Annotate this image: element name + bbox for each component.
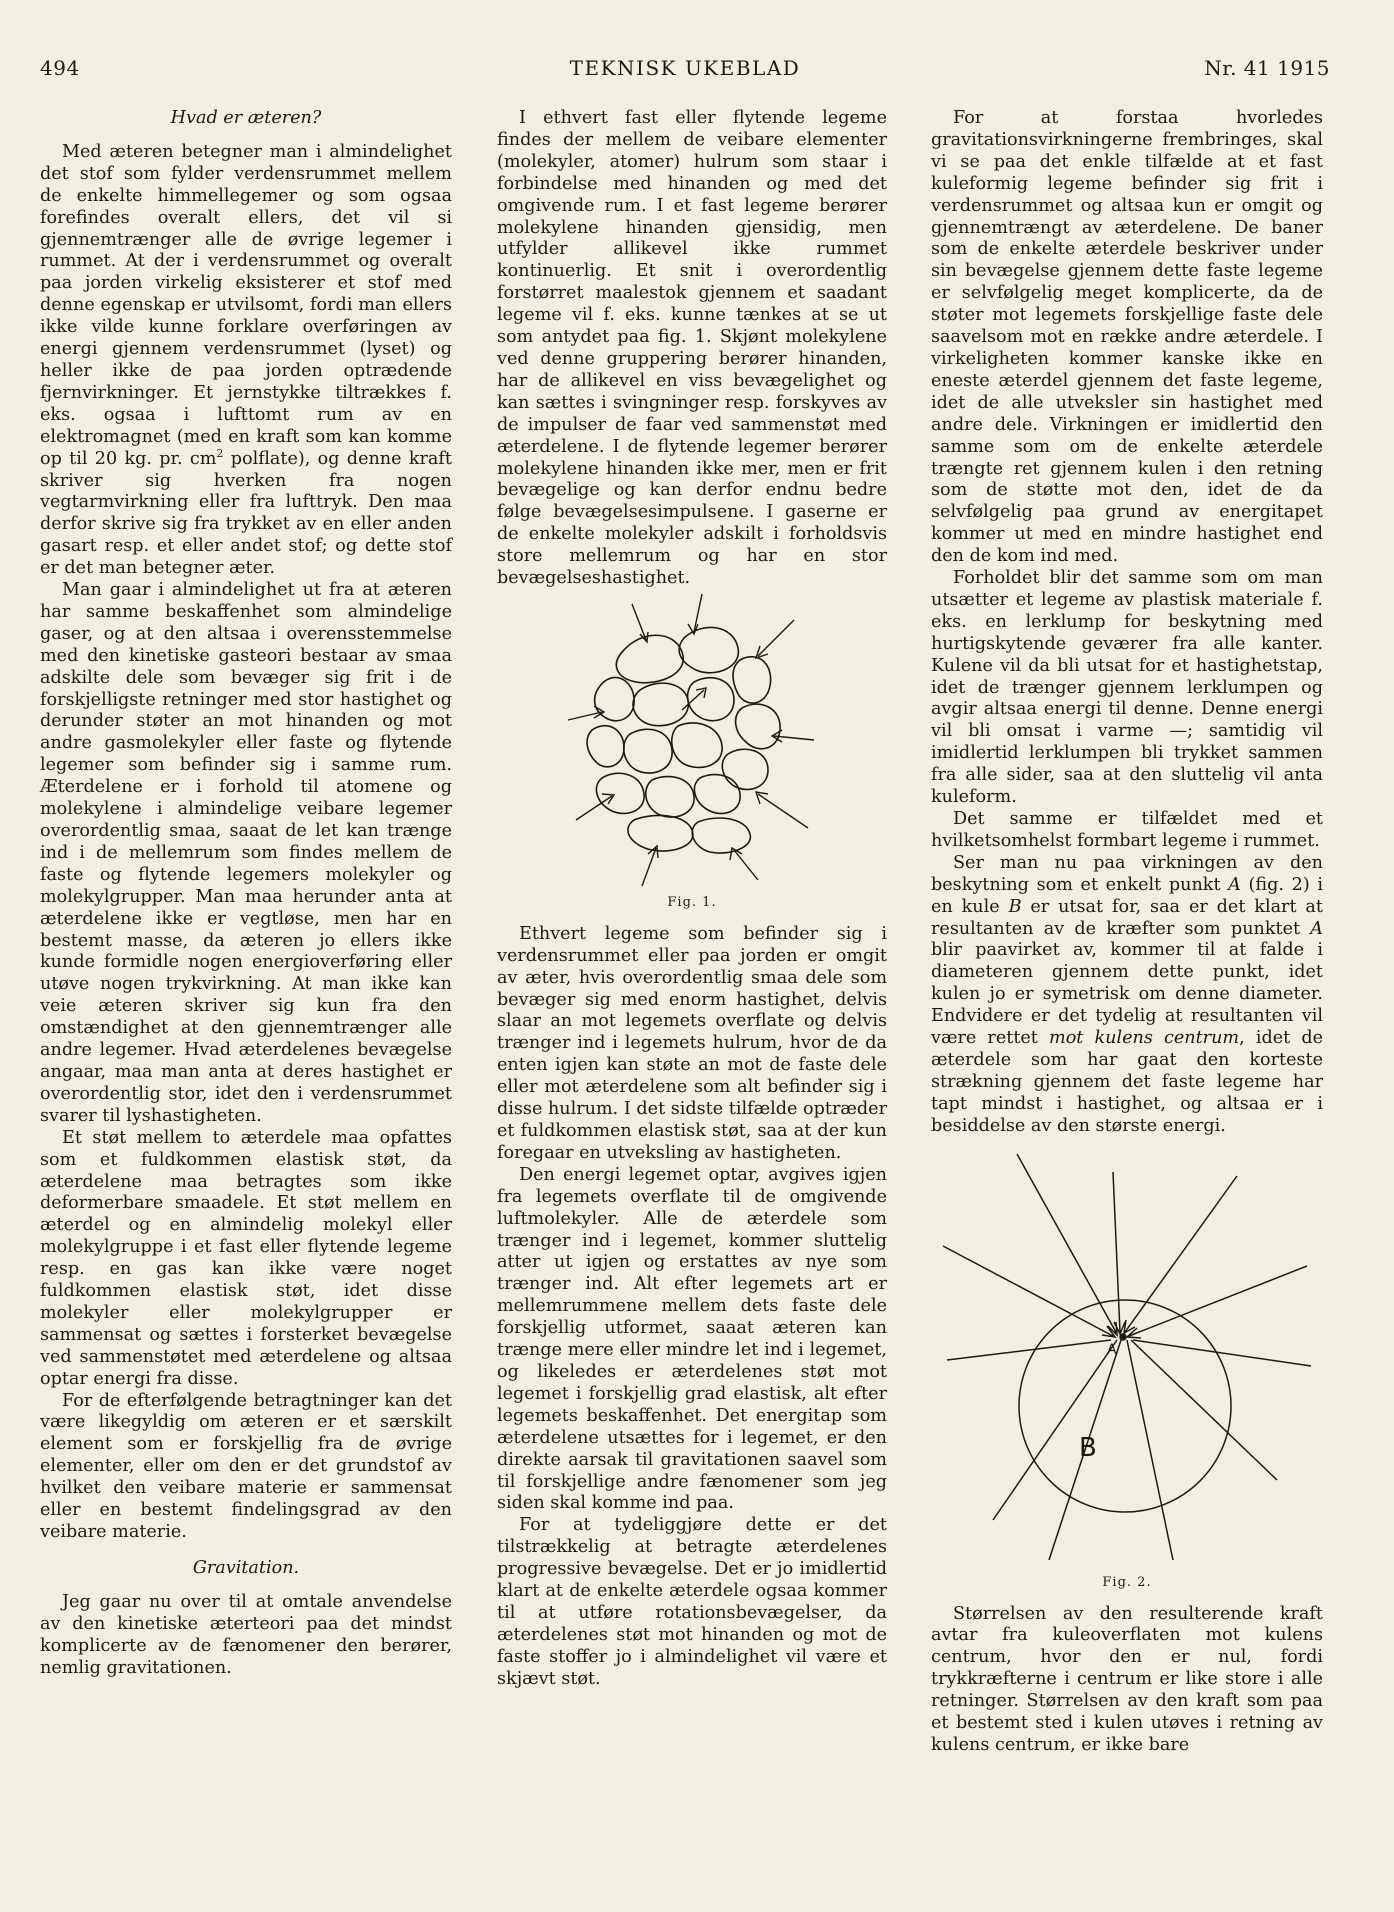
- figure-2-sphere-diagram: [937, 1150, 1317, 1570]
- molecule: [628, 815, 693, 851]
- paragraph: Størrelsen av den resulterende kraft avtar fra kuleoverflaten mot kulens centrum, hvor den er nul, fordi trykkræfterne i centrum er like store i alle retninger. Størrelsen av den kraft som paa et bestemt sted i kulen utøves i retning av kulens centrum, er ikke bare: [931, 1603, 1323, 1755]
- journal-title: TEKNISK UKEBLAD: [569, 56, 801, 80]
- section-heading-aether: Hvad er æteren?: [170, 108, 322, 128]
- molecule: [646, 776, 694, 817]
- column-2: [497, 108, 887, 1691]
- molecule: [692, 818, 750, 853]
- molecule: [722, 749, 768, 789]
- molecule: [679, 627, 738, 672]
- paragraph: Man gaar i almindelighet ut fra at æteren har samme beskaffenhet som almindelige gaser, og at den altsaa i overensstemmelse med den kinetiske gasteori bestaar av smaa adskilte dele som bevæger sig frit i de forskjelligste retninger med stor hastighet og derunder støter an mot hinanden og mot andre gasmolekyler eller faste og flytende legemer som befinder sig i samme rum. Æterdelene er i forhold til atomene og molekylene i almindelige veibare legemer overordentlig smaa, saaat de let kan trænge ind i de mellemrum som findes mellem de faste og flytende legemers molekyler og molekylgrupper. Man maa herunder anta at æterdelene ikke er vegtløse, men har en bestemt masse, da æteren jo ellers ikke kunde formidle nogen energioverføring eller utøve nogen trykvirkning. At man ikke kan veie æteren skriver sig kun fra den omstændighet at den gjennemtrænger alle andre legemer. Hvad æterdelenes bevægelse angaar, maa man anta at deres hastighet er overordentlig stor, idet den i verdensrummet svarer til lyshastigheten.: [40, 580, 452, 1126]
- paragraph: Det samme er tilfældet med et hvilketsomhelst formbart legeme i rummet.: [931, 809, 1323, 851]
- label-A: A: [1107, 1341, 1117, 1358]
- paragraph: Den energi legemet optar, avgives igjen fra legemets overflate til de omgivende luftmolekyler. Alle de æterdele som trænger ind i legemet, kommer sluttelig atter ut igjen og erstattes av nye som trænger ind. Alt efter legemets art er mellemrummene mellem dets faste dele forskjellig utformet, saaat æteren kan trænge mere eller mindre let ind i legemet, og likeledes er æterdelenes støt mot legemet i forskjellig grad elastisk, alt efter legemets beskaffenhet. Det energitap som æterdelene utsættes for i legemet, er den direkte aarsak til gravitationen saavel som til forskjellige andre fænomener som jeg siden skal komme ind paa.: [497, 1164, 887, 1514]
- paragraph: Ethvert legeme som befinder sig i verdensrummet eller paa jorden er omgit av æter, hvis overordentlig smaa dele som bevæger sig med enorm hastighet, delvis slaar an mot legemets overflate og delvis trænger ind i legemets hulrum, hvor de da enten igjen kan støte an mot de faste dele eller mot æterdelene som alt befinder sig i disse hulrum. I det sidste tilfælde optræder et fuldkommen elastisk støt, saa at der kun foregaar en utveksling av hastigheten.: [497, 923, 887, 1163]
- force-rays: [943, 1154, 1311, 1560]
- paragraph: For at forstaa hvorledes gravitationsvirkningerne frembringes, skal vi se paa det enkle tilfælde at et fast kuleformig legeme befinder sig frit i verdensrummet og altsaa kun er omgit og gjennemtrængt av æterdelene. De baner som de enkelte æterdele beskriver under sin bevægelse gjennem dette faste legeme er selvfølgelig meget komplicerte, da de støter mot legemets forskjellige faste dele saavelsom mot en række andre æterdele. I virkeligheten kommer kanske ikke en eneste æterdel gjennem det faste legeme, idet de alle utveksler sin hastighet med andre dele. Virkningen er imidlertid den samme som om de enkelte æterdele trængte ret gjennem kulen i den retning som de støtte mot den, idet de da selvfølgelig paa grund av energitapet kommer ut med en mindre hastighet end den de kom ind med.: [931, 108, 1323, 567]
- issue-number: Nr. 41 1915: [1204, 56, 1330, 80]
- paragraph: Forholdet blir det samme som om man utsætter et legeme av plastisk materiale f. eks. en lerklump for beskytning med hurtigskytende geværer fra alle kanter. Kulene vil da bli utsat for et hastighetstap, idet de trænger gjennem lerklumpen og avgir altsaa energi til denne. Denne energi vil bli omsat i varme —; samtidig vil imidlertid lerklumpen bli trykket sammen fra alle sider, saa at den sluttelig vil anta kuleform.: [931, 568, 1323, 808]
- paragraph: Ser man nu paa virkningen av den beskytning som et enkelt punkt A (fig. 2) i en kule B er utsat for, saa er det klart at resultanten av de kræfter som punktet A blir paavirket av, kommer til at falde i diameteren gjennem dette punkt, idet kulen jo er symetrisk om denne diameter. Endvidere er det tydelig at resultanten vil være rettet mot kulens centrum, idet de æterdele som har gaat den korteste strækning gjennem det faste legeme har tapt mindst i hastighet, og altsaa er i besiddelse av den største energi.: [931, 852, 1324, 1136]
- page-number: 494: [40, 56, 80, 80]
- column-3: [931, 108, 1323, 1757]
- column-1: [40, 108, 452, 1679]
- molecule: [596, 773, 644, 813]
- page-header: [40, 56, 1330, 86]
- molecule: [672, 723, 722, 767]
- section-heading-gravitation: Gravitation.: [192, 1557, 300, 1578]
- paragraph: For de efterfølgende betragtninger kan det være likegyldig om æteren er et særskilt element som er forskjellig fra de øvrige elementer, eller om den er det grundstof av hvilket den veibare materie er sammensat eller en bestemt findelingsgrad av den veibare materie.: [40, 1390, 452, 1542]
- paragraph: I ethvert fast eller flytende legeme findes der mellem de veibare elementer (molekyler, atomer) hulrum som staar i forbindelse med hinanden og med det omgivende rum. I et fast legeme berører molekylene hinanden gjensidig, men utfylder allikevel ikke rummet kontinuerlig. Et snit i overordentlig forstørret maalestok gjennem et saadant legeme vil f. eks. kunne tænkes at se ut som antydet paa fig. 1. Skjønt molekylene ved denne gruppering berører hinanden, har de allikevel en viss bevægelighet og kan sættes i svingninger resp. forskyves av de impulser de faar ved sammenstøt med æterdelene. I de flytende legemer berører molekylene hinanden ikke mer, men er frit bevægelige og kan derfor endnu bedre følge bevægelsesimpulsene. I gaserne er de enkelte molekyler adskilt i forholdsvis store mellemrum og har en stor bevægelseshastighet.: [497, 108, 887, 589]
- paragraph: Med æteren betegner man i almindelighet det stof som fylder verdensrummet mellem de enkelte himmellegemer og som ogsaa forefindes overalt ellers, det vil si gjennemtrænger alle de øvrige legemer i rummet. At der i verdensrummet og overalt paa jorden virkelig eksisterer et stof med denne egenskap er utvilsomt, fordi man ellers ikke vilde kunne forklare overføringen av energi gjennem verdensrummet (lyset) og heller ikke de paa jorden optrædende fjernvirkninger. Et jernstykke tiltrækkes f. eks. ogsaa i lufttomt rum av en elektromagnet (med en kraft som kan komme op til 20 kg. pr. $cm^2$ polflate), og denne kraft skriver sig hverken fra nogen vegtarmvirkning eller fra lufttryk. Den maa derfor skrive sig fra trykket av en eller anden gasart resp. et eller andet stof; og dette stof er det man betegner æter.: [40, 141, 452, 579]
- molecule: [624, 729, 672, 773]
- label-B: B: [1079, 1432, 1097, 1463]
- figure-2-caption: Fig. 2.: [1102, 1574, 1152, 1590]
- paragraph: Jeg gaar nu over til at omtale anvendelse av den kinetiske æterteori paa det mindst komplicerte av de fænomener den berører, nemlig gravitationen.: [40, 1591, 452, 1678]
- molecule: [694, 774, 740, 813]
- paragraph: Et støt mellem to æterdele maa opfattes som et fuldkommen elastisk støt, da æterdelene maa betragtes som ikke deformerbare smaadele. Et støt mellem en æterdel og en almindelig molekyl eller molekylgruppe i et fast eller flytende legeme resp. en gas kan ikke være noget fuldkommen elastisk støt, idet disse molekyler eller molekylgrupper er sammensat og sættes i forsterket bevægelse ved sammenstøtet med æterdelene og altsaa optar energi fra disse.: [40, 1127, 452, 1389]
- point-A: [1120, 1334, 1126, 1340]
- molecule: [616, 635, 683, 683]
- molecule: [587, 726, 624, 767]
- molecule: [633, 683, 688, 726]
- molecule: [736, 704, 781, 749]
- paragraph: For at tydeliggjøre dette er det tilstrækkelig at betragte æterdelenes progressive bevægelse. Det er jo imidlertid klart at de enkelte æterdele ogsaa kommer til at utføre rotationsbevægelser, da æterdelenes støt mot hinanden og mot de faste stoffer jo i almindelighet vil være et skjævt støt.: [497, 1515, 887, 1689]
- figure-1-caption: Fig. 1.: [667, 894, 717, 910]
- figure-1-molecules-diagram: [562, 590, 822, 890]
- molecule: [733, 657, 771, 703]
